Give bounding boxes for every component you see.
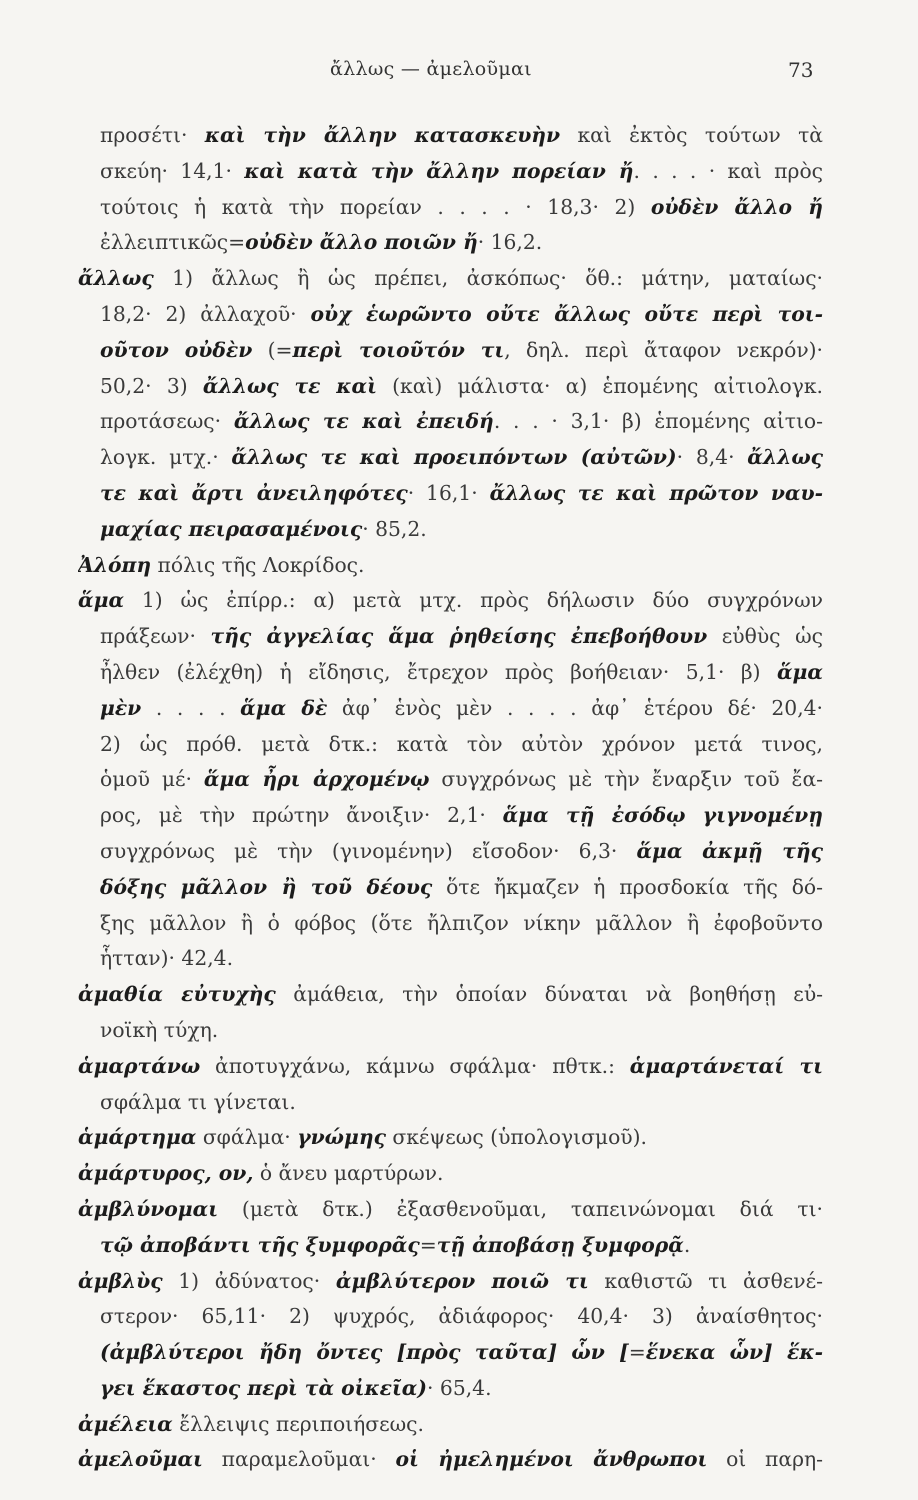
entry-continuation-line: λογκ. μτχ.· ἄλλως τε καὶ προειπόντων (αὐτῶν)· 8,4· ἄλλως <box>100 445 823 470</box>
bold-italic-term: ἀμελοῦμαι <box>78 1447 203 1472</box>
bold-italic-term: τῇ ἀποβάσῃ ξυμφορᾷ <box>436 1232 684 1257</box>
entry-headword-line: ἀμαθία εὐτυχὴς ἀμάθεια, τὴν ὁποίαν δύναται νὰ βοηθήσῃ εὐ- <box>78 982 823 1007</box>
bold-italic-term: ἅμα δὲ <box>240 695 328 720</box>
bold-italic-term: τῆς ἀγγελίας ἅμα ῥηθείσης ἐπεβοήθουν <box>210 624 708 649</box>
entry-headword-line: Ἀλόπη πόλις τῆς Λοκρίδος. <box>78 552 365 577</box>
bold-italic-term: μαχίας πειρασαμένοις <box>100 516 363 541</box>
entry-continuation-line: 50,2· 3) ἄλλως τε καὶ (καὶ) μάλιστα· α) ἑπομένης αἰτιολογκ. <box>100 373 823 398</box>
entry-continuation-line: σφάλμα τι γίνεται. <box>100 1089 296 1114</box>
bold-italic-term: ἄλλως τε καὶ πρῶτον ναυ- <box>489 480 823 505</box>
entry-headword-line: ἀμβλὺς 1) ἀδύνατος· ἀμβλύτερον ποιῶ τι καθιστῶ τι ἀσθενέ- <box>78 1268 823 1293</box>
dictionary-text-block <box>78 118 823 1478</box>
bold-italic-term: ἄλλως <box>747 445 823 470</box>
entry-continuation-line: ὁμοῦ μέ· ἅμα ἦρι ἀρχομένῳ συγχρόνως μὲ τὴν ἔναρξιν τοῦ ἔα- <box>100 767 823 792</box>
entry-continuation-line: ξης μᾶλλον ἢ ὁ φόβος (ὅτε ἤλπιζον νίκην μᾶλλον ἢ ἐφοβοῦντο <box>100 910 823 935</box>
running-title: ἄλλως — ἀμελοῦμαι <box>330 58 532 80</box>
bold-italic-term: ἀμβλύνομαι <box>78 1196 219 1221</box>
bold-italic-term: Ἀλόπη <box>78 552 152 577</box>
bold-italic-term: ἄλλως τε καὶ προειπόντων (αὐτῶν) <box>231 445 677 470</box>
entry-headword-line: ἀμάρτυρος, ον, ὁ ἄνευ μαρτύρων. <box>78 1161 444 1186</box>
entry-continuation-line: (ἀμβλύτεροι ἤδη ὄντες [πρὸς ταῦτα] ὧν [=ἕνεκα ὧν] ἕκ- <box>100 1340 823 1365</box>
bold-italic-term: ἅμα <box>78 588 125 613</box>
bold-italic-term: δόξης μᾶλλον ἢ τοῦ δέους <box>100 874 433 899</box>
bold-italic-term: οὐχ ἑωρῶντο οὔτε ἄλλως οὔτε περὶ τοι- <box>310 301 823 326</box>
entry-continuation-line: ρος, μὲ τὴν πρώτην ἄνοιξιν· 2,1· ἅμα τῇ ἐσόδῳ γιγνομένῃ <box>100 803 823 828</box>
entry-headword-line: ἁμαρτάνω ἀποτυγχάνω, κάμνω σφάλμα· πθτκ.: ἁμαρτάνεταί τι <box>78 1053 823 1078</box>
bold-italic-term: ἄλλως τε καὶ ἐπειδή <box>233 409 494 434</box>
entry-continuation-line: ἦλθεν (ἐλέχθη) ἡ εἴδησις, ἔτρεχον πρὸς βοήθειαν· 5,1· β) ἅμα <box>100 659 823 684</box>
bold-italic-term: ἅμα ἦρι ἀρχομένῳ <box>203 767 430 792</box>
entry-headword-line: ἁμάρτημα σφάλμα· γνώμης σκέψεως (ὑπολογισμοῦ). <box>78 1125 647 1150</box>
bold-italic-term: γει ἕκαστος περὶ τὰ οἰκεῖα) <box>100 1375 428 1400</box>
bold-italic-term: ἁμαρτάνω <box>78 1053 201 1078</box>
bold-italic-term: ἁμαρτάνεταί τι <box>629 1053 823 1078</box>
bold-italic-term: ἕνεκα ὧν] ἕκ- <box>645 1340 823 1365</box>
entry-headword-line: ἄλλως 1) ἄλλως ἢ ὡς πρέπει, ἀσκόπως· ὅθ.: μάτην, ματαίως· <box>78 266 823 291</box>
bold-italic-term: ἄλλως <box>78 266 154 291</box>
entry-headword-line: ἀμβλύνομαι (μετὰ δτκ.) ἐξασθενοῦμαι, ταπεινώνομαι διά τι· <box>78 1196 823 1221</box>
bold-italic-term: ἀμαθία εὐτυχὴς <box>78 982 276 1007</box>
bold-italic-term: γνώμης <box>297 1125 386 1150</box>
entry-continuation-line: τῷ ἀποβάντι τῆς ξυμφορᾶς=τῇ ἀποβάσῃ ξυμφορᾷ. <box>100 1232 691 1257</box>
entry-continuation-line: πράξεων· τῆς ἀγγελίας ἅμα ῥηθείσης ἐπεβοήθουν εὐθὺς ὡς <box>100 624 823 649</box>
entry-continuation-line: γει ἕκαστος περὶ τὰ οἰκεῖα)· 65,4. <box>100 1375 492 1400</box>
entry-continuation-line: ἐλλειπτικῶς=οὐδὲν ἄλλο ποιῶν ἤ· 16,2. <box>100 230 543 255</box>
entry-continuation-line: σκεύη· 14,1· καὶ κατὰ τὴν ἄλλην πορείαν ἤ. . . . · καὶ πρὸς <box>100 158 823 183</box>
entry-continuation-line: οῦτον οὐδὲν (=περὶ τοιοῦτόν τι, δηλ. περὶ ἄταφον νεκρόν)· <box>100 337 823 362</box>
entry-headword-line: ἀμελοῦμαι παραμελοῦμαι· οἱ ἠμελημένοι ἄνθρωποι οἱ παρη- <box>78 1447 823 1472</box>
running-head <box>0 58 918 88</box>
bold-italic-term: καὶ κατὰ τὴν ἄλλην πορείαν ἤ <box>244 158 634 183</box>
entry-continuation-line: 18,2· 2) ἀλλαχοῦ· οὐχ ἑωρῶντο οὔτε ἄλλως οὔτε περὶ τοι- <box>100 301 823 326</box>
entry-headword-line: ἅμα 1) ὡς ἐπίρρ.: α) μετὰ μτχ. πρὸς δήλωσιν δύο συγχρόνων <box>78 588 823 613</box>
bold-italic-term: ἅμα ἀκμῇ τῆς <box>636 838 823 863</box>
bold-italic-term: ἄλλως τε καὶ <box>202 373 377 398</box>
bold-italic-term: ἀμάρτυρος, ον, <box>78 1161 254 1186</box>
bold-italic-term: καὶ τὴν ἄλλην κατασκευὴν <box>204 123 561 147</box>
bold-italic-term: ἅμα τῇ ἐσόδῳ γιγνομένῃ <box>502 803 823 828</box>
entry-continuation-line: τε καὶ ἄρτι ἀνειληφότες· 16,1· ἄλλως τε καὶ πρῶτον ναυ- <box>100 480 823 505</box>
bold-italic-term: περὶ τοιοῦτόν τι <box>292 337 505 362</box>
bold-italic-term: μὲν <box>100 695 142 720</box>
entry-continuation-line: ἧτταν)· 42,4. <box>100 946 234 971</box>
entry-continuation-line: 2) ὡς πρόθ. μετὰ δτκ.: κατὰ τὸν αὐτὸν χρόνον μετά τινος, <box>100 731 823 756</box>
entry-continuation-line: στερον· 65,11· 2) ψυχρός, ἀδιάφορος· 40,4· 3) ἀναίσθητος· <box>100 1304 823 1329</box>
page-number: 73 <box>788 58 814 82</box>
bold-italic-term: ἅμα <box>776 659 823 684</box>
entry-continuation-line: συγχρόνως μὲ τὴν (γινομένην) εἴσοδον· 6,3· ἅμα ἀκμῇ τῆς <box>100 838 823 863</box>
entry-continuation-line: μαχίας πειρασαμένοις· 85,2. <box>100 516 427 541</box>
entry-continuation-line: προτάσεως· ἄλλως τε καὶ ἐπειδή. . . · 3,1· β) ἑπομένης αἰτιο- <box>100 409 823 434</box>
bold-italic-term: (ἀμβλύτεροι ἤδη ὄντες [πρὸς ταῦτα] ὧν [ <box>100 1340 629 1365</box>
entry-continuation-line: τούτοις ἡ κατὰ τὴν πορείαν . . . . · 18,3· 2) οὐδὲν ἄλλο ἤ <box>100 194 823 219</box>
bold-italic-term: τῷ ἀποβάντι τῆς ξυμφορᾶς <box>100 1232 420 1257</box>
entry-continuation-line: προσέτι· καὶ τὴν ἄλλην κατασκευὴν καὶ ἐκτὸς τούτων τὰ <box>100 123 823 147</box>
entry-continuation-line: δόξης μᾶλλον ἢ τοῦ δέους ὅτε ἤκμαζεν ἡ προσδοκία τῆς δό- <box>100 874 823 899</box>
entry-continuation-line: νοϊκὴ τύχη. <box>100 1017 219 1042</box>
bold-italic-term: οἱ ἠμελημένοι ἄνθρωποι <box>395 1447 708 1472</box>
bold-italic-term: οὐδὲν ἄλλο ποιῶν ἤ <box>245 230 478 255</box>
bold-italic-term: οὐδὲν ἄλλο ἤ <box>650 194 823 219</box>
bold-italic-term: οῦτον οὐδὲν <box>100 337 253 362</box>
entry-continuation-line: μὲν . . . . ἅμα δὲ ἀφ᾽ ἑνὸς μὲν . . . . ἀφ᾽ ἑτέρου δέ· 20,4· <box>100 695 823 720</box>
bold-italic-term: ἀμβλύτερον ποιῶ τι <box>335 1268 589 1293</box>
bold-italic-term: ἀμέλεια <box>78 1411 173 1436</box>
entry-headword-line: ἀμέλεια ἔλλειψις περιποιήσεως. <box>78 1411 424 1436</box>
bold-italic-term: ἀμβλὺς <box>78 1268 163 1293</box>
bold-italic-term: ἁμάρτημα <box>78 1125 197 1150</box>
bold-italic-term: τε καὶ ἄρτι ἀνειληφότες <box>100 480 408 505</box>
